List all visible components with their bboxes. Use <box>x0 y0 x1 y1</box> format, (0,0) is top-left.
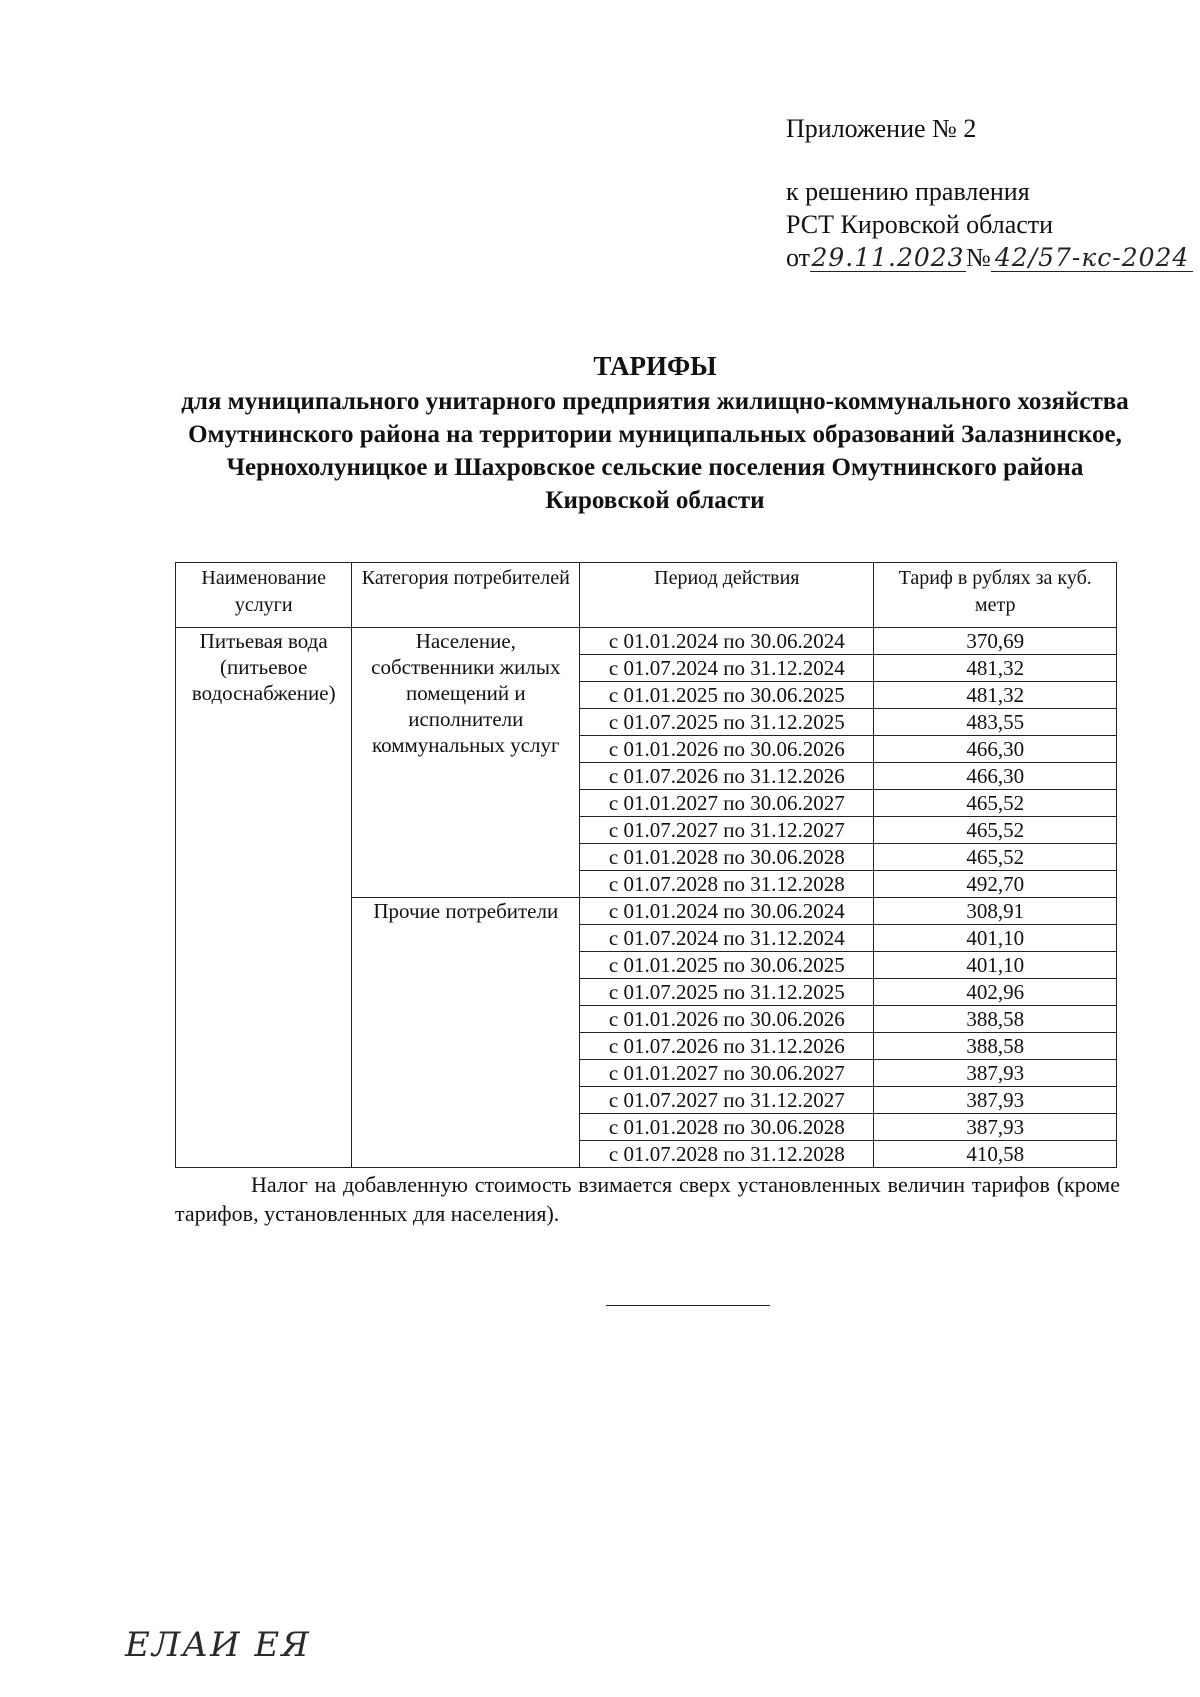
tariff-table <box>175 562 1117 1168</box>
tariff-cell: 387,93 <box>874 1087 1117 1114</box>
handwritten-initials: ЕЛАИ ЕЯ <box>125 1625 311 1665</box>
annex-line-authority: РСТ Кировской области <box>786 210 1054 239</box>
tariff-cell: 387,93 <box>874 1114 1117 1141</box>
period-cell: с 01.07.2028 по 31.12.2028 <box>580 871 874 898</box>
period-cell: с 01.07.2027 по 31.12.2027 <box>580 817 874 844</box>
vat-note: Налог на добавленную стоимость взимается сверх установленных величин тарифов (кроме тарифов, установленных для населения). <box>175 1172 1120 1226</box>
tariff-cell: 465,52 <box>874 790 1117 817</box>
tariff-cell: 492,70 <box>874 871 1117 898</box>
consumer-category-cell: Прочие потребители <box>352 898 580 1168</box>
title-main: ТАРИФЫ <box>593 351 717 381</box>
header-tariff: Тариф в рублях за куб. метр <box>874 563 1117 628</box>
period-cell: с 01.01.2026 по 30.06.2026 <box>580 736 874 763</box>
handwritten-date: 29.11.2023 <box>811 243 965 272</box>
tariff-cell: 481,32 <box>874 655 1117 682</box>
period-cell: с 01.07.2026 по 31.12.2026 <box>580 1033 874 1060</box>
handwritten-decision-number: 42/57-кс-2024 <box>991 245 1193 272</box>
tariff-cell: 466,30 <box>874 736 1117 763</box>
table-header-row <box>176 563 1117 628</box>
period-cell: с 01.07.2026 по 31.12.2026 <box>580 763 874 790</box>
period-cell: с 01.01.2024 по 30.06.2024 <box>580 898 874 925</box>
tariff-cell: 402,96 <box>874 979 1117 1006</box>
header-service: Наименование услуги <box>176 563 352 628</box>
from-prefix: от <box>786 243 811 272</box>
table-row <box>176 628 1117 655</box>
number-prefix: № <box>966 243 991 272</box>
table-body <box>176 628 1117 1168</box>
consumer-category-cell: Население, собственники жилых помещений и исполнители коммунальных услуг <box>352 628 580 898</box>
annex-line-decision: к решению правления <box>786 177 1030 206</box>
period-cell: с 01.01.2024 по 30.06.2024 <box>580 628 874 655</box>
tariff-cell: 308,91 <box>874 898 1117 925</box>
period-cell: с 01.07.2025 по 31.12.2025 <box>580 979 874 1006</box>
title-subtitle: для муниципального унитарного предприятия жилищно-коммунального хозяйства Омутнинского района на территории муниципальных образований Залазнинское, Чернохолуницкое и Шахровское сельские поселения Омутнинского района Кировской области <box>181 388 1129 514</box>
period-cell: с 01.07.2027 по 31.12.2027 <box>580 1087 874 1114</box>
period-cell: с 01.01.2027 по 30.06.2027 <box>580 1060 874 1087</box>
header-category: Категория потребителей <box>352 563 580 628</box>
annex-number: Приложение № 2 <box>786 114 977 143</box>
header-period: Период действия <box>580 563 874 628</box>
period-cell: с 01.07.2025 по 31.12.2025 <box>580 709 874 736</box>
tariff-cell: 388,58 <box>874 1033 1117 1060</box>
period-cell: с 01.01.2028 по 30.06.2028 <box>580 1114 874 1141</box>
period-cell: с 01.01.2025 по 30.06.2025 <box>580 682 874 709</box>
annex-date-number-line <box>786 241 1193 274</box>
period-cell: с 01.07.2024 по 31.12.2024 <box>580 925 874 952</box>
document-title <box>170 350 1140 517</box>
annex-header <box>786 112 1193 274</box>
tariff-cell: 387,93 <box>874 1060 1117 1087</box>
period-cell: с 01.01.2026 по 30.06.2026 <box>580 1006 874 1033</box>
period-cell: с 01.07.2028 по 31.12.2028 <box>580 1141 874 1168</box>
period-cell: с 01.07.2024 по 31.12.2024 <box>580 655 874 682</box>
tariff-cell: 410,58 <box>874 1141 1117 1168</box>
tariff-cell: 370,69 <box>874 628 1117 655</box>
tariff-cell: 466,30 <box>874 763 1117 790</box>
tariff-cell: 483,55 <box>874 709 1117 736</box>
period-cell: с 01.01.2028 по 30.06.2028 <box>580 844 874 871</box>
tariff-cell: 465,52 <box>874 844 1117 871</box>
tariff-cell: 481,32 <box>874 682 1117 709</box>
end-divider <box>606 1305 770 1306</box>
period-cell: с 01.01.2025 по 30.06.2025 <box>580 952 874 979</box>
tariff-cell: 465,52 <box>874 817 1117 844</box>
tariff-cell: 388,58 <box>874 1006 1117 1033</box>
tariff-cell: 401,10 <box>874 925 1117 952</box>
tariff-cell: 401,10 <box>874 952 1117 979</box>
service-name-cell: Питьевая вода (питьевое водоснабжение) <box>176 628 352 1168</box>
period-cell: с 01.01.2027 по 30.06.2027 <box>580 790 874 817</box>
